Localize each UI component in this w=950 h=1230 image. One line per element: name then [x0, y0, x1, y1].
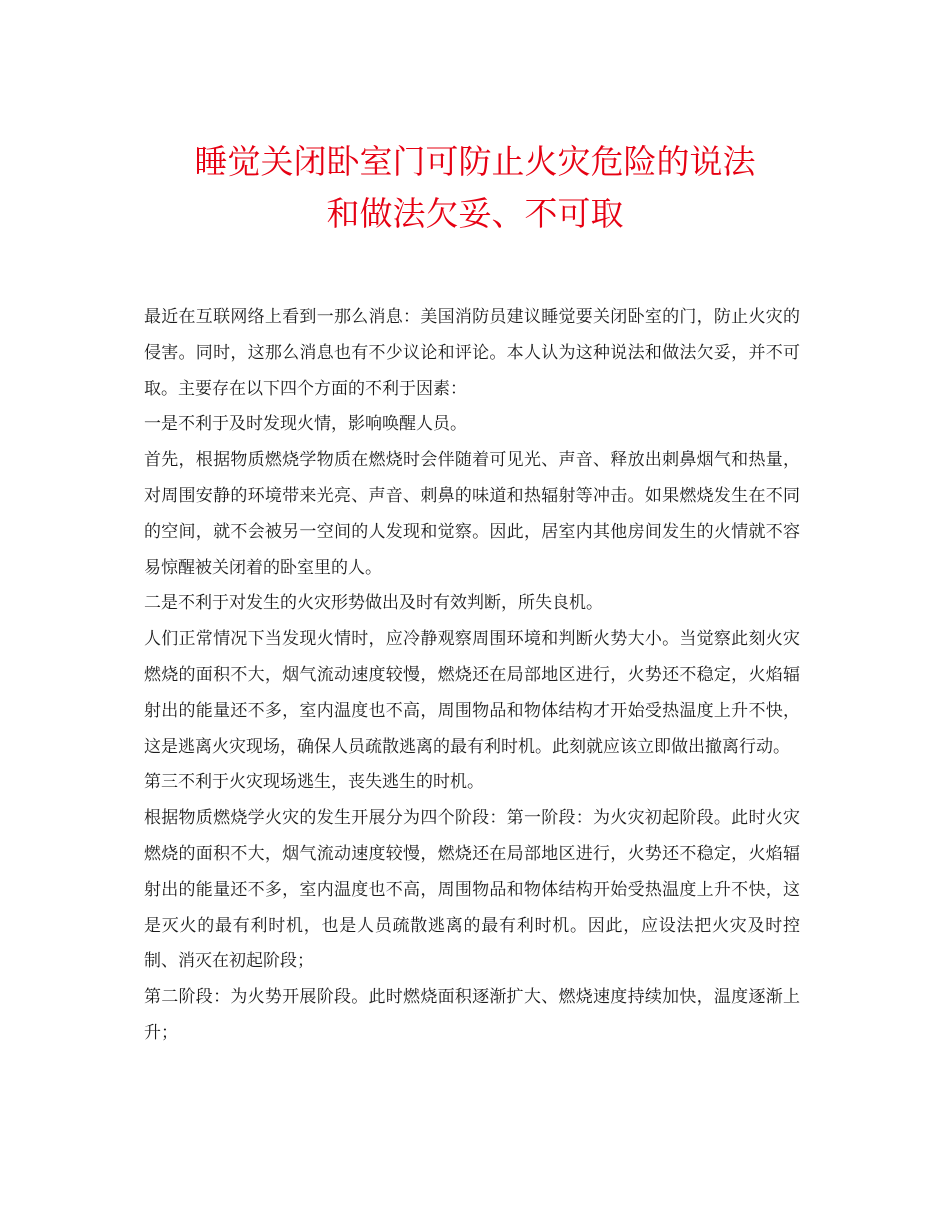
paragraph-point-three-heading: 第三不利于火灾现场逃生，丧失逃生的时机。: [144, 772, 484, 793]
paragraph-point-two-detail: 人们正常情况下当发现火情时，应冷静观察周围环境和判断火势大小。当觉察此刻火灾燃烧的面积不大，烟气流动速度较慢，燃烧还在局部地区进行，火势还不稳定，火焰辐射出的能量还不多，室内温度也不高，周围物品和物体结构才开始受热温度上升不快，这是逃离火灾现场，确保人员疏散逃离的最有利时机。此刻就应该立即做出撤离行动。: [144, 629, 800, 757]
paragraph-intro: 最近在互联网络上看到一那么消息：美国消防员建议睡觉要关闭卧室的门，防止火灾的侵害。同时，这那么消息也有不少议论和评论。本人认为这种说法和做法欠妥，并不可取。主要存在以下四个方面的不利于因素：: [144, 307, 800, 399]
paragraph-point-one-heading: 一是不利于及时发现火情，影响唤醒人员。: [144, 414, 467, 435]
paragraph-point-three-detail: 根据物质燃烧学火灾的发生开展分为四个阶段：第一阶段：为火灾初起阶段。此时火灾燃烧的面积不大，烟气流动速度较慢，燃烧还在局部地区进行，火势还不稳定，火焰辐射出的能量还不多，室内温度也不高，周围物品和物体结构开始受热温度上升不快，这是灭火的最有利时机，也是人员疏散逃离的最有利时机。因此，应设法把火灾及时控制、消灭在初起阶段；: [144, 808, 800, 972]
document-body: [144, 300, 800, 1052]
paragraph-point-one-detail: 首先，根据物质燃烧学物质在燃烧时会伴随着可见光、声音、释放出刺鼻烟气和热量，对周围安静的环境带来光亮、声音、刺鼻的味道和热辐射等冲击。如果燃烧发生在不同的空间，就不会被另一空间的人发现和觉察。因此，居室内其他房间发生的火情就不容易惊醒被关闭着的卧室里的人。: [144, 450, 800, 578]
paragraph-point-two-heading: 二是不利于对发生的火灾形势做出及时有效判断，所失良机。: [144, 593, 603, 614]
document-title: [130, 136, 820, 240]
paragraph-stage-two: 第二阶段：为火势开展阶段。此时燃烧面积逐渐扩大、燃烧速度持续加快，温度逐渐上升；: [144, 987, 800, 1043]
title-line-1: 睡觉关闭卧室门可防止火灾危险的说法: [194, 142, 756, 181]
title-line-2: 和做法欠妥、不可取: [326, 194, 624, 233]
